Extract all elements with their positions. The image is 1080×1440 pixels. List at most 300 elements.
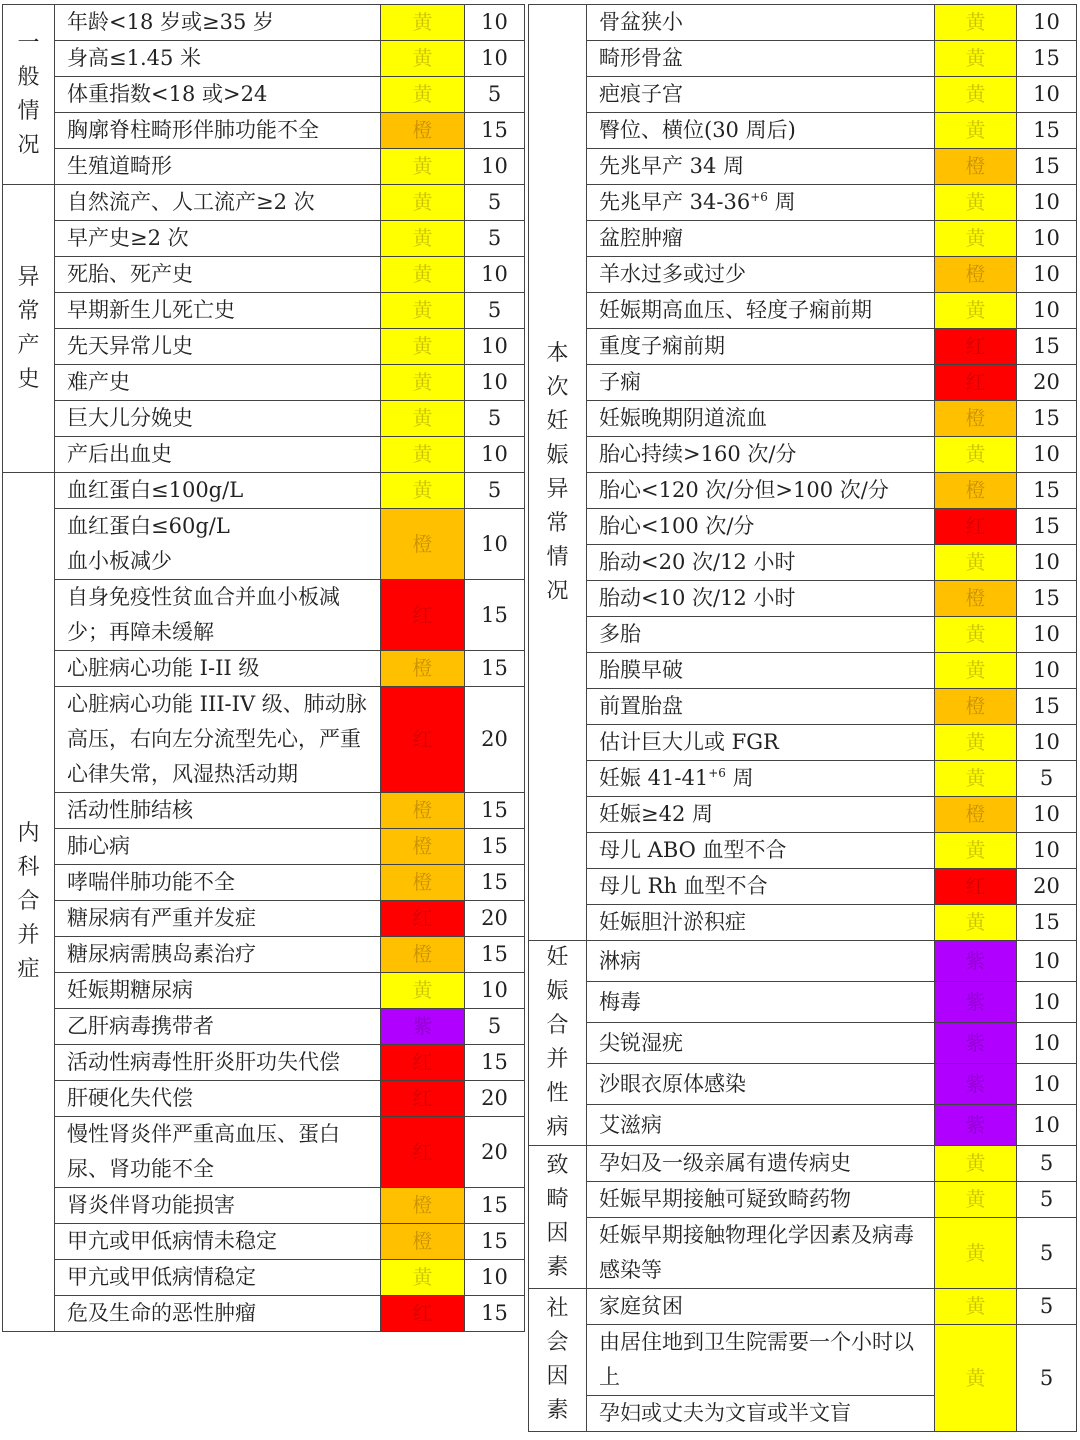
category-cell: 内科合并症 <box>3 473 55 1332</box>
risk-level-color <box>381 329 465 365</box>
risk-score: 10 <box>1017 797 1077 833</box>
risk-level-color <box>935 473 1017 509</box>
risk-score: 5 <box>465 1009 525 1045</box>
risk-level-color <box>381 793 465 829</box>
risk-score: 10 <box>465 437 525 473</box>
table-row <box>529 77 1077 113</box>
table-row <box>529 41 1077 77</box>
risk-score: 5 <box>1017 1325 1077 1432</box>
risk-item: 活动性肺结核 <box>55 793 381 829</box>
risk-level-color <box>381 865 465 901</box>
risk-level-label: 红 <box>412 727 433 751</box>
risk-level-color <box>935 1218 1017 1289</box>
risk-score: 10 <box>465 1260 525 1296</box>
risk-level-color <box>935 1105 1017 1146</box>
table-row <box>3 509 525 580</box>
risk-level-label: 橙 <box>965 154 986 178</box>
risk-score: 10 <box>1017 77 1077 113</box>
risk-item: 先天异常儿史 <box>55 329 381 365</box>
risk-level-label: 红 <box>965 874 986 898</box>
risk-item: 肾炎伴肾功能损害 <box>55 1188 381 1224</box>
risk-level-label: 紫 <box>965 1112 986 1137</box>
risk-level-label: 橙 <box>965 262 986 286</box>
risk-level-color <box>381 580 465 651</box>
risk-score: 15 <box>1017 689 1077 725</box>
risk-level-label: 红 <box>965 514 986 538</box>
table-row <box>3 401 525 437</box>
risk-level-color <box>935 113 1017 149</box>
table-row <box>529 293 1077 329</box>
risk-item: 妊娠晚期阴道流血 <box>587 401 935 437</box>
risk-item: 危及生命的恶性肿瘤 <box>55 1296 381 1332</box>
risk-item: 先兆早产 34 周 <box>587 149 935 185</box>
risk-item: 生殖道畸形 <box>55 149 381 185</box>
risk-level-color <box>935 365 1017 401</box>
risk-level-color <box>381 1260 465 1296</box>
risk-level-color <box>935 725 1017 761</box>
right-risk-table <box>528 4 1076 1432</box>
risk-item: 心脏病心功能 I-II 级 <box>55 651 381 687</box>
table-row <box>529 473 1077 509</box>
risk-score: 15 <box>465 651 525 687</box>
risk-score: 15 <box>465 1296 525 1332</box>
risk-level-label: 红 <box>412 602 433 627</box>
table-row <box>529 1289 1077 1325</box>
risk-level-color <box>935 1023 1017 1064</box>
table-row <box>3 365 525 401</box>
risk-item: 自然流产、人工流产≥2 次 <box>55 185 381 221</box>
risk-level-label: 红 <box>965 370 986 394</box>
table-row <box>529 1146 1077 1182</box>
risk-level-color <box>381 185 465 221</box>
risk-item: 胎膜早破 <box>587 653 935 689</box>
risk-item: 羊水过多或过少 <box>587 257 935 293</box>
category-cell: 社会因素 <box>529 1289 587 1432</box>
risk-level-label: 黄 <box>965 190 986 214</box>
risk-score: 10 <box>1017 545 1077 581</box>
risk-level-label: 红 <box>412 1301 433 1325</box>
risk-level-label: 橙 <box>965 694 986 718</box>
risk-item: 骨盆狭小 <box>587 5 935 41</box>
risk-level-color <box>935 982 1017 1023</box>
table-row <box>529 1105 1077 1146</box>
table-row <box>529 941 1077 982</box>
risk-score: 10 <box>1017 1105 1077 1146</box>
risk-level-label: 橙 <box>412 1229 433 1253</box>
risk-item: 妊娠 $41-41^{+6}$ 周 <box>587 761 935 797</box>
risk-item: 先兆早产 $34-36^{+6}$ 周 <box>587 185 935 221</box>
risk-level-label: 黄 <box>965 226 986 250</box>
risk-level-label: 黄 <box>412 46 433 70</box>
risk-level-color <box>381 473 465 509</box>
risk-item: 母儿 ABO 血型不合 <box>587 833 935 869</box>
risk-level-label: 黄 <box>965 442 986 466</box>
risk-item: 死胎、死产史 <box>55 257 381 293</box>
risk-item: 糖尿病需胰岛素治疗 <box>55 937 381 973</box>
risk-level-label: 红 <box>412 1086 433 1110</box>
risk-level-color <box>381 1117 465 1188</box>
risk-level-color <box>381 293 465 329</box>
risk-level-label: 黄 <box>965 838 986 862</box>
risk-item: 身高≤1.45 米 <box>55 41 381 77</box>
risk-item: 淋病 <box>587 941 935 982</box>
risk-score: 15 <box>465 1188 525 1224</box>
risk-item: 孕妇或丈夫为文盲或半文盲 <box>587 1396 935 1432</box>
table-row <box>529 257 1077 293</box>
risk-item: 早期新生儿死亡史 <box>55 293 381 329</box>
risk-item: 疤痕子宫 <box>587 77 935 113</box>
risk-score: 10 <box>1017 725 1077 761</box>
risk-item: 胎心<120 次/分但>100 次/分 <box>587 473 935 509</box>
risk-score: 15 <box>465 865 525 901</box>
risk-level-label: 橙 <box>412 834 433 858</box>
risk-level-label: 黄 <box>412 334 433 358</box>
risk-level-color <box>381 149 465 185</box>
table-row <box>3 1296 525 1332</box>
risk-score: 10 <box>1017 982 1077 1023</box>
table-row <box>3 829 525 865</box>
risk-score: 10 <box>465 973 525 1009</box>
risk-level-label: 黄 <box>412 298 433 322</box>
risk-level-color <box>935 1289 1017 1325</box>
risk-level-label: 黄 <box>412 82 433 106</box>
risk-item: 估计巨大儿或 FGR <box>587 725 935 761</box>
risk-level-label: 黄 <box>965 46 986 70</box>
risk-score: 10 <box>1017 617 1077 653</box>
risk-item: 体重指数<18 或>24 <box>55 77 381 113</box>
table-row <box>529 1325 1077 1396</box>
risk-score: 10 <box>465 509 525 580</box>
table-row <box>3 1224 525 1260</box>
table-row <box>529 5 1077 41</box>
risk-level-color <box>381 41 465 77</box>
risk-item: 尖锐湿疣 <box>587 1023 935 1064</box>
risk-level-label: 黄 <box>965 82 986 106</box>
risk-item: 胎动<10 次/12 小时 <box>587 581 935 617</box>
risk-score: 10 <box>1017 5 1077 41</box>
risk-score: 15 <box>1017 41 1077 77</box>
risk-item: 血红蛋白≤100g/L <box>55 473 381 509</box>
table-row <box>3 973 525 1009</box>
risk-score: 5 <box>1017 1182 1077 1218</box>
table-row <box>3 185 525 221</box>
risk-level-label: 黄 <box>412 10 433 34</box>
risk-level-label: 黄 <box>965 10 986 34</box>
risk-score: 15 <box>1017 149 1077 185</box>
risk-item: 畸形骨盆 <box>587 41 935 77</box>
risk-item: 甲亢或甲低病情稳定 <box>55 1260 381 1296</box>
table-row <box>529 1064 1077 1105</box>
risk-level-label: 黄 <box>965 1240 986 1265</box>
risk-item: 年龄<18 岁或≥35 岁 <box>55 5 381 41</box>
table-row <box>529 1182 1077 1218</box>
risk-item: 巨大儿分娩史 <box>55 401 381 437</box>
risk-level-color <box>935 401 1017 437</box>
risk-level-label: 黄 <box>412 478 433 502</box>
table-row <box>3 77 525 113</box>
risk-item: 母儿 Rh 血型不合 <box>587 869 935 905</box>
risk-score: 15 <box>1017 509 1077 545</box>
risk-score: 15 <box>1017 401 1077 437</box>
risk-score: 10 <box>1017 437 1077 473</box>
risk-level-label: 橙 <box>965 586 986 610</box>
risk-level-label: 黄 <box>412 1265 433 1289</box>
risk-score: 15 <box>465 580 525 651</box>
risk-level-label: 黄 <box>412 442 433 466</box>
category-cell: 异常产史 <box>3 185 55 473</box>
risk-score: 10 <box>465 149 525 185</box>
risk-level-color <box>381 509 465 580</box>
risk-score: 10 <box>1017 833 1077 869</box>
risk-score: 10 <box>465 5 525 41</box>
risk-level-label: 黄 <box>412 370 433 394</box>
table-row <box>529 113 1077 149</box>
risk-score: 5 <box>465 473 525 509</box>
risk-level-label: 黄 <box>965 1187 986 1211</box>
table-row <box>529 617 1077 653</box>
risk-level-color <box>935 149 1017 185</box>
risk-item: 沙眼衣原体感染 <box>587 1064 935 1105</box>
risk-level-color <box>381 1045 465 1081</box>
table-row <box>3 865 525 901</box>
risk-level-label: 黄 <box>965 298 986 322</box>
risk-level-label: 黄 <box>965 1151 986 1175</box>
risk-level-color <box>935 509 1017 545</box>
risk-item: 心脏病心功能 III-IV 级、肺动脉高压，右向左分流型先心，严重心律失常，风湿热活动期 <box>55 687 381 793</box>
risk-level-color <box>935 797 1017 833</box>
risk-level-color <box>935 257 1017 293</box>
risk-item: 前置胎盘 <box>587 689 935 725</box>
risk-item: 臀位、横位(30 周后) <box>587 113 935 149</box>
table-row <box>3 149 525 185</box>
risk-score: 5 <box>1017 761 1077 797</box>
risk-level-color <box>935 1325 1017 1432</box>
risk-level-label: 黄 <box>412 190 433 214</box>
risk-item: 多胎 <box>587 617 935 653</box>
risk-level-color <box>935 221 1017 257</box>
risk-item: 妊娠早期接触可疑致畸药物 <box>587 1182 935 1218</box>
left-risk-table <box>2 4 524 1332</box>
risk-level-label: 橙 <box>412 531 433 556</box>
risk-level-label: 红 <box>412 1139 433 1164</box>
risk-score: 10 <box>1017 653 1077 689</box>
table-row <box>529 725 1077 761</box>
risk-score: 10 <box>1017 1064 1077 1105</box>
risk-item: 盆腔肿瘤 <box>587 221 935 257</box>
table-row <box>3 687 525 793</box>
risk-score: 20 <box>465 687 525 793</box>
risk-item: 糖尿病有严重并发症 <box>55 901 381 937</box>
risk-score: 5 <box>465 221 525 257</box>
risk-level-color <box>935 689 1017 725</box>
risk-item: 早产史≥2 次 <box>55 221 381 257</box>
risk-score: 5 <box>465 293 525 329</box>
risk-score: 15 <box>465 1224 525 1260</box>
table-row <box>3 1081 525 1117</box>
risk-level-color <box>935 941 1017 982</box>
risk-item: 妊娠胆汁淤积症 <box>587 905 935 941</box>
risk-level-label: 黄 <box>412 226 433 250</box>
risk-level-label: 紫 <box>965 989 986 1014</box>
table-row <box>529 1023 1077 1064</box>
risk-level-label: 黄 <box>965 766 986 790</box>
table-row <box>3 41 525 77</box>
risk-item: 乙肝病毒携带者 <box>55 1009 381 1045</box>
table-row <box>529 149 1077 185</box>
risk-score: 10 <box>465 365 525 401</box>
table-row <box>529 365 1077 401</box>
table-row <box>529 653 1077 689</box>
risk-level-color <box>381 937 465 973</box>
risk-level-color <box>935 581 1017 617</box>
risk-level-color <box>935 5 1017 41</box>
risk-level-color <box>381 221 465 257</box>
table-row <box>529 761 1077 797</box>
table-row <box>529 1218 1077 1289</box>
risk-score: 5 <box>465 185 525 221</box>
category-cell: 本次妊娠异常情况 <box>529 5 587 941</box>
risk-item: 自身免疫性贫血合并血小板减少；再障未缓解 <box>55 580 381 651</box>
risk-level-color <box>381 651 465 687</box>
risk-score: 20 <box>465 1117 525 1188</box>
table-row <box>3 437 525 473</box>
risk-score: 5 <box>1017 1289 1077 1325</box>
category-cell: 致畸因素 <box>529 1146 587 1289</box>
risk-score: 15 <box>465 793 525 829</box>
risk-score: 15 <box>1017 581 1077 617</box>
risk-level-color <box>935 1064 1017 1105</box>
risk-level-label: 紫 <box>965 1071 986 1096</box>
risk-score: 5 <box>465 401 525 437</box>
risk-level-label: 橙 <box>412 1193 433 1217</box>
risk-item: 家庭贫困 <box>587 1289 935 1325</box>
table-row <box>3 1260 525 1296</box>
risk-item: 孕妇及一级亲属有遗传病史 <box>587 1146 935 1182</box>
risk-level-label: 黄 <box>412 154 433 178</box>
risk-item: 子痫 <box>587 365 935 401</box>
risk-item: 肝硬化失代偿 <box>55 1081 381 1117</box>
risk-level-label: 黄 <box>412 262 433 286</box>
table-row <box>529 689 1077 725</box>
risk-score: 20 <box>465 1081 525 1117</box>
risk-score: 15 <box>1017 473 1077 509</box>
risk-item: 妊娠早期接触物理化学因素及病毒感染等 <box>587 1218 935 1289</box>
table-row <box>529 185 1077 221</box>
risk-score: 15 <box>465 113 525 149</box>
risk-score: 5 <box>1017 1218 1077 1289</box>
risk-level-color <box>935 545 1017 581</box>
risk-level-color <box>381 257 465 293</box>
risk-level-color <box>935 833 1017 869</box>
risk-level-label: 黄 <box>965 910 986 934</box>
risk-item: 妊娠期高血压、轻度子痫前期 <box>587 293 935 329</box>
risk-score: 10 <box>1017 257 1077 293</box>
table-row <box>529 581 1077 617</box>
table-row <box>529 329 1077 365</box>
risk-level-label: 黄 <box>965 730 986 754</box>
risk-item: 胎心<100 次/分 <box>587 509 935 545</box>
risk-item: 由居住地到卫生院需要一个小时以上 <box>587 1325 935 1396</box>
table-row <box>529 982 1077 1023</box>
table-row <box>529 833 1077 869</box>
risk-level-color <box>381 687 465 793</box>
risk-level-label: 橙 <box>412 798 433 822</box>
risk-level-label: 橙 <box>412 870 433 894</box>
risk-level-color <box>381 77 465 113</box>
table-row <box>3 221 525 257</box>
risk-level-label: 紫 <box>965 1030 986 1055</box>
risk-score: 5 <box>465 77 525 113</box>
risk-score: 10 <box>1017 941 1077 982</box>
risk-level-color <box>935 185 1017 221</box>
risk-level-color <box>935 905 1017 941</box>
table-row <box>3 473 525 509</box>
risk-item: 哮喘伴肺功能不全 <box>55 865 381 901</box>
risk-level-color <box>381 5 465 41</box>
risk-item: 妊娠≥42 周 <box>587 797 935 833</box>
risk-level-color <box>381 365 465 401</box>
risk-level-label: 黄 <box>965 1365 986 1390</box>
risk-score: 20 <box>1017 365 1077 401</box>
table-row <box>3 901 525 937</box>
table-row <box>3 5 525 41</box>
risk-item: 甲亢或甲低病情未稳定 <box>55 1224 381 1260</box>
risk-level-label: 红 <box>412 906 433 930</box>
risk-level-label: 黄 <box>965 658 986 682</box>
risk-level-color <box>381 1296 465 1332</box>
risk-level-label: 橙 <box>412 656 433 680</box>
risk-score: 15 <box>465 829 525 865</box>
risk-level-color <box>935 1146 1017 1182</box>
risk-level-color <box>381 973 465 1009</box>
table-row <box>529 401 1077 437</box>
table-row <box>529 509 1077 545</box>
risk-score: 15 <box>465 937 525 973</box>
risk-level-color <box>381 901 465 937</box>
risk-score: 10 <box>1017 185 1077 221</box>
table-row <box>529 221 1077 257</box>
table-row <box>3 113 525 149</box>
risk-score: 15 <box>1017 113 1077 149</box>
table-row <box>3 793 525 829</box>
table-row <box>3 257 525 293</box>
risk-item: 产后出血史 <box>55 437 381 473</box>
category-cell: 一般情况 <box>3 5 55 185</box>
table-row <box>3 1045 525 1081</box>
risk-level-label: 黄 <box>965 622 986 646</box>
table-row <box>3 580 525 651</box>
risk-score: 10 <box>465 329 525 365</box>
risk-level-color <box>935 617 1017 653</box>
risk-level-label: 黄 <box>965 1294 986 1318</box>
risk-level-label: 橙 <box>965 406 986 430</box>
risk-level-label: 橙 <box>965 478 986 502</box>
table-row <box>3 293 525 329</box>
risk-level-color <box>381 401 465 437</box>
risk-level-label: 橙 <box>965 802 986 826</box>
risk-level-color <box>935 329 1017 365</box>
risk-level-color <box>935 41 1017 77</box>
table-row <box>529 869 1077 905</box>
risk-level-color <box>381 1224 465 1260</box>
risk-score: 20 <box>465 901 525 937</box>
risk-item: 胸廓脊柱畸形伴肺功能不全 <box>55 113 381 149</box>
risk-item: 胎心持续>160 次/分 <box>587 437 935 473</box>
risk-item: 梅毒 <box>587 982 935 1023</box>
table-row <box>529 905 1077 941</box>
risk-level-color <box>935 653 1017 689</box>
risk-level-color <box>935 293 1017 329</box>
